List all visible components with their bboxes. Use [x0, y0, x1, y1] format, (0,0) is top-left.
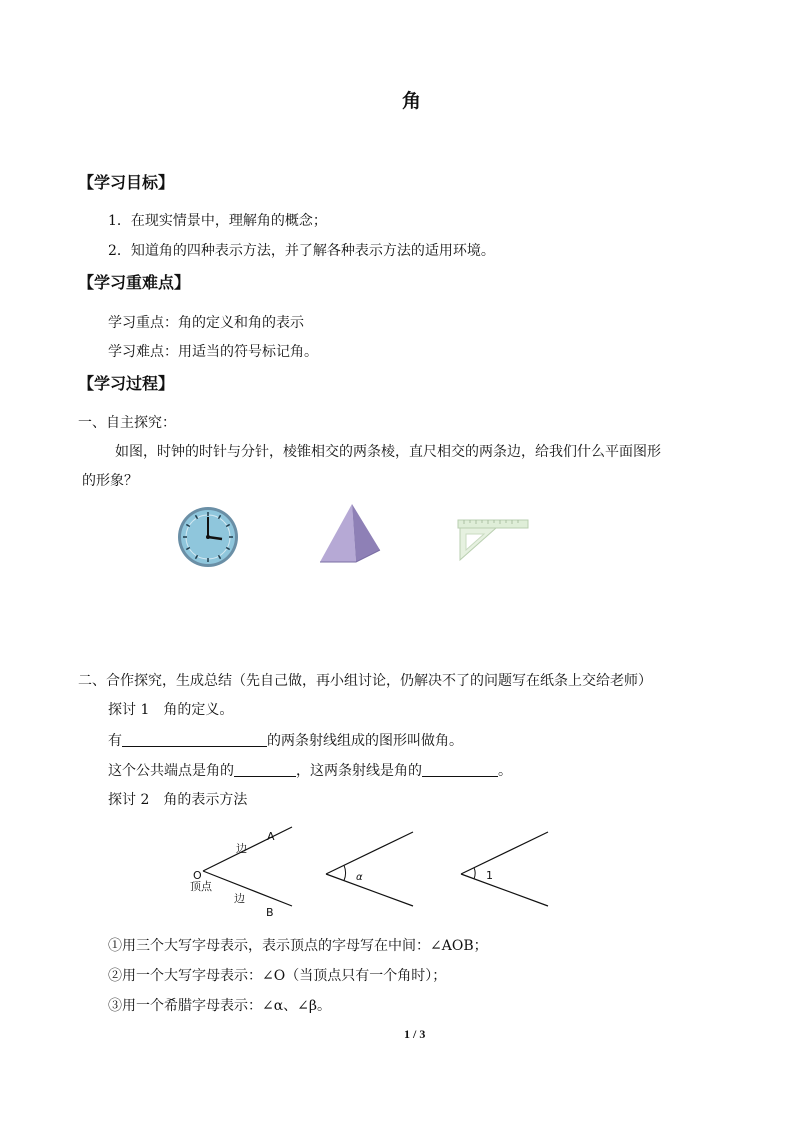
definition-pre: 有	[108, 733, 122, 749]
label-side-top: 边	[236, 842, 247, 855]
part1-text-line2: 的形象？	[82, 473, 138, 489]
page-title: 角	[402, 90, 422, 112]
pyramid-icon	[318, 502, 384, 566]
angle-one-diagram	[461, 832, 548, 906]
objective-item-1: 1．在现实情景中，理解角的概念；	[108, 213, 327, 229]
inquiry1-title: 探讨 1 角的定义。	[108, 702, 234, 718]
difficulty-text: 学习难点：用适当的符号标记角。	[108, 344, 318, 360]
vertex-blank[interactable]	[234, 762, 296, 777]
label-a: A	[267, 830, 275, 843]
definition-blank[interactable]	[122, 732, 267, 747]
process-heading: 【学习过程】	[78, 374, 175, 393]
method-1: ①用三个大写字母表示，表示顶点的字母写在中间：∠AOB；	[108, 938, 488, 954]
objective-item-2: 2．知道角的四种表示方法，并了解各种表示方法的适用环境。	[108, 243, 495, 259]
clock-icon	[176, 505, 240, 569]
side-blank[interactable]	[422, 762, 498, 777]
vertex-line	[108, 760, 512, 780]
label-o: O	[193, 869, 202, 882]
label-b: B	[266, 906, 274, 919]
method-2: ②用一个大写字母表示：∠O（当顶点只有一个角时）；	[108, 968, 447, 984]
vertex-mid: ，这两条射线是角的	[296, 763, 422, 779]
angle-alpha-diagram	[326, 832, 413, 906]
vertex-pre: 这个公共端点是角的	[108, 763, 234, 779]
inquiry2-title: 探讨 2 角的表示方法	[108, 792, 248, 808]
label-vertex: 顶点	[190, 880, 212, 893]
label-alpha: α	[356, 872, 363, 883]
label-one: 1	[486, 869, 493, 882]
key-points-heading: 【学习重难点】	[78, 273, 191, 292]
angle-aob-diagram	[190, 827, 292, 919]
definition-line	[108, 730, 463, 750]
part1-title: 一、自主探究：	[78, 415, 176, 431]
ruler-icon	[456, 516, 530, 564]
angle-diagrams	[180, 820, 560, 920]
page-number: 1 / 3	[404, 1027, 426, 1041]
label-side-bottom: 边	[234, 892, 245, 905]
vertex-post: 。	[498, 763, 512, 779]
definition-post: 的两条射线组成的图形叫做角。	[267, 733, 463, 749]
part2-title: 二、合作探究，生成总结（先自己做，再小组讨论，仍解决不了的问题写在纸条上交给老师）	[78, 673, 652, 689]
part1-text-line1: 如图，时钟的时针与分针，棱锥相交的两条棱，直尺相交的两条边，给我们什么平面图形	[115, 444, 661, 460]
method-3: ③用一个希腊字母表示：∠α、∠β。	[108, 998, 332, 1014]
focus-text: 学习重点：角的定义和角的表示	[108, 315, 304, 331]
objectives-heading: 【学习目标】	[78, 173, 175, 192]
